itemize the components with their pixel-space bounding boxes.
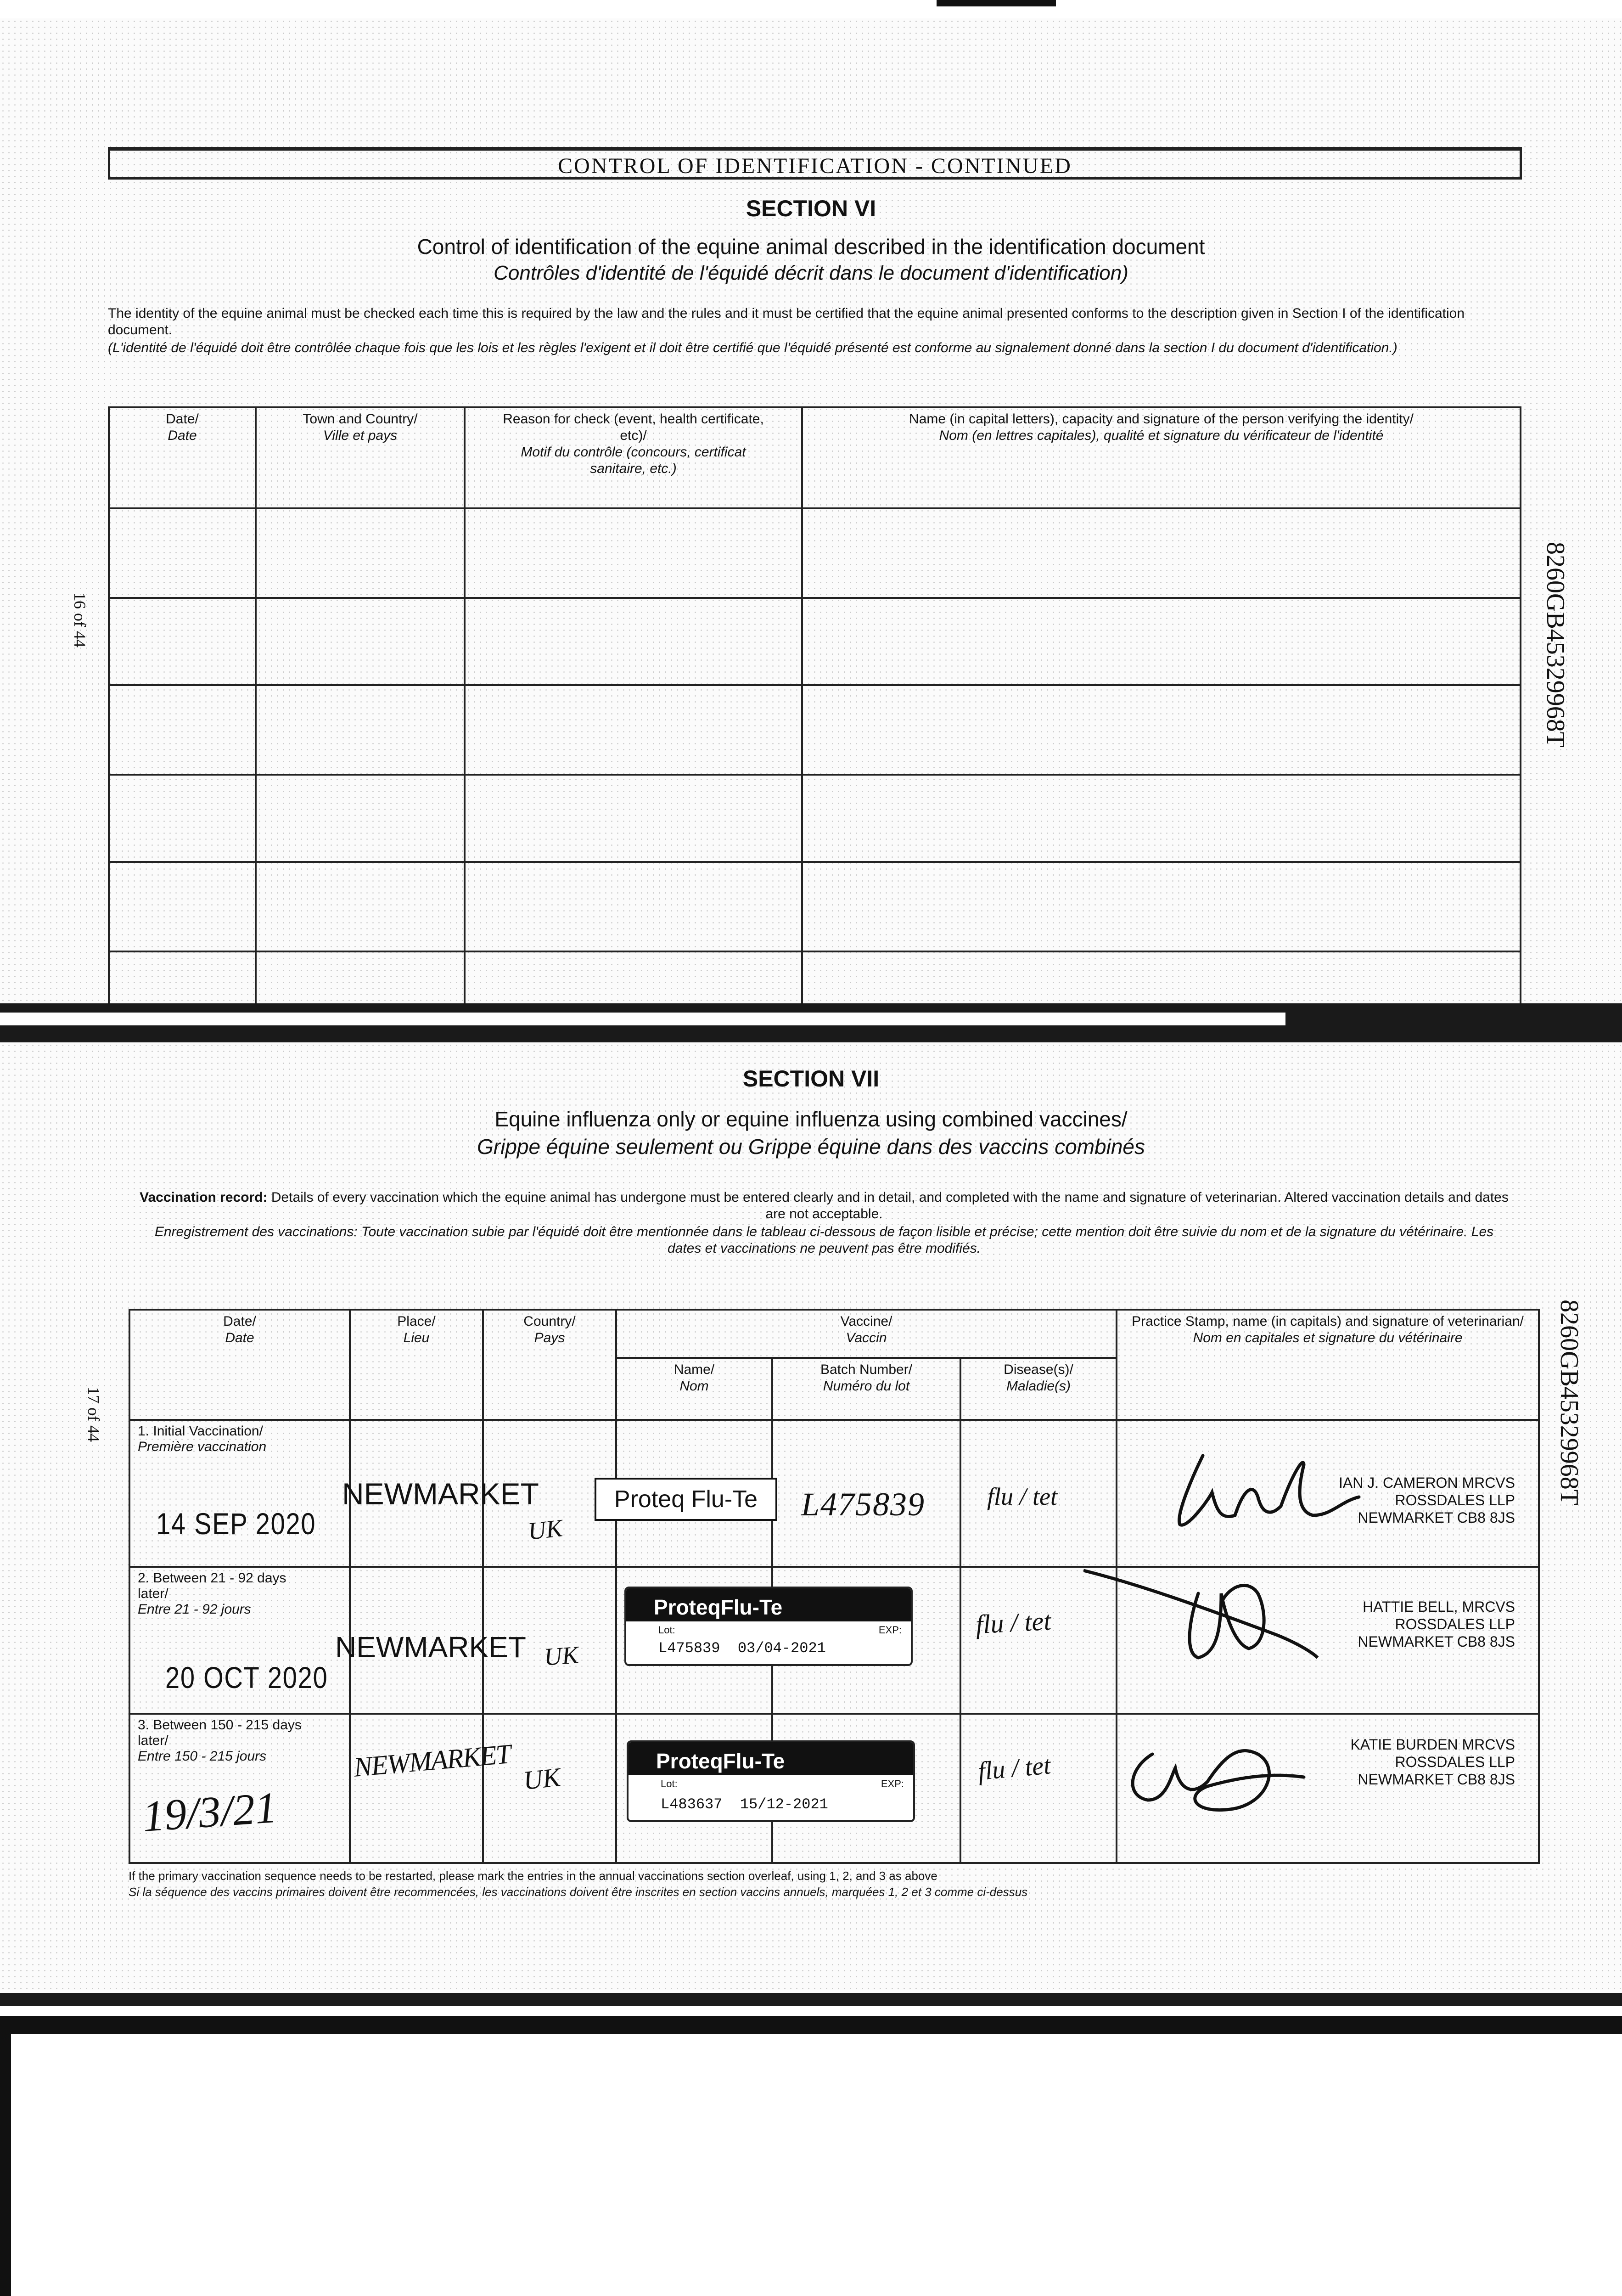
section-vii-heading-fr: Grippe équine seulement ou Grippe équine dans des vaccins combinés — [477, 1135, 1145, 1159]
row-3-vet-practice: ROSSDALES LLP — [1395, 1754, 1515, 1770]
row-1-vet-stamp — [1285, 1474, 1515, 1526]
row-2-vaccine-label — [624, 1587, 913, 1666]
row-3-label: 3. Between 150 - 215 days later/ Entre 150 - 215 jours — [138, 1717, 302, 1764]
section-vii-heading-en: Equine influenza only or equine influenza using combined vaccines/ — [494, 1107, 1128, 1131]
row-2-label-lot-prefix: Lot: — [658, 1624, 675, 1636]
table-row — [109, 862, 1521, 951]
scan-edge-left-strip — [0, 2034, 11, 2296]
table-row — [109, 951, 1521, 1007]
scan-gap-white — [0, 1013, 1285, 1025]
row-3-country: UK — [522, 1761, 562, 1796]
row-2-label: 2. Between 21 - 92 days later/ Entre 21 - 92 jours — [138, 1570, 286, 1617]
col-vaccine-header: Vaccine/ Vaccin — [616, 1310, 1117, 1358]
row-2-vet-address: NEWMARKET CB8 8JS — [1358, 1633, 1515, 1650]
row-2-place: NEWMARKET — [335, 1631, 526, 1664]
row-1-vet-name: IAN J. CAMERON MRCVS — [1338, 1474, 1515, 1491]
page-16 — [0, 18, 1622, 1006]
vaccination-record-fr — [138, 1224, 1510, 1257]
col-date-header: Date/ Date — [109, 407, 256, 508]
row-3-vaccine-label — [627, 1740, 915, 1822]
col-batch-header: Batch Number/ Numéro du lot — [772, 1358, 960, 1420]
col-stamp-header: Practice Stamp, name (in capitals) and signature of veterinarian/ Nom en capitales et signature du vétérinaire — [1117, 1310, 1539, 1420]
row-1-label: 1. Initial Vaccination/ Première vaccination — [138, 1424, 267, 1454]
col-name-header: Name/ Nom — [616, 1358, 772, 1420]
row-3-vet-name: KATIE BURDEN MRCVS — [1350, 1736, 1515, 1753]
vaccination-header-row-1 — [129, 1310, 1539, 1358]
col-place-header: Place/ Lieu — [350, 1310, 483, 1420]
page-17-number: 17 of 44 — [84, 1387, 103, 1442]
continued-header-text: CONTROL OF IDENTIFICATION - CONTINUED — [558, 154, 1072, 178]
row-3-label-brand: ProteqFlu-Te — [656, 1749, 785, 1773]
row-3-label-lot-prefix: Lot: — [661, 1778, 678, 1790]
identity-check-header-row — [109, 407, 1521, 508]
row-1-country: UK — [527, 1514, 564, 1545]
scan-mark-top — [937, 0, 1056, 6]
scan-edge-bottom-3 — [0, 2016, 1622, 2034]
row-2-vet-name: HATTIE BELL, MRCVS — [1363, 1598, 1515, 1615]
document-id-16: 8260GB45329968T — [1541, 542, 1570, 748]
section-vi-heading-en: Control of identification of the equine animal described in the identification document — [417, 235, 1205, 259]
row-2-country: UK — [543, 1641, 580, 1671]
vaccination-record-fr-text: Toute vaccination subie par l'équidé doit être mentionnée dans le tableau ci-dessous de façon lisible et précise; cette mention doit être suivie du nom et de la signature du vétérinaire. Les dates et vaccinations ne peuvent pas être modifiés. — [361, 1224, 1494, 1256]
row-1-place: NEWMARKET — [342, 1477, 539, 1511]
vaccination-record-fr-label: Enregistrement des vaccinations: — [154, 1224, 358, 1239]
row-2-date-stamp: 20 OCT 2020 — [165, 1660, 328, 1694]
row-3-place: NEWMARKET — [352, 1739, 512, 1783]
row-2-disease: flu / tet — [975, 1605, 1052, 1640]
row-2-label-exp-prefix: EXP: — [878, 1624, 902, 1636]
row-3-label-lot-line: L483637 15/12-2021 — [661, 1796, 828, 1813]
section-vi-heading-fr: Contrôles d'identité de l'équidé décrit dans le document d'identification) — [494, 262, 1128, 284]
identity-check-table — [108, 406, 1521, 1007]
vaccination-record-en-text: Details of every vaccination which the equine animal has undergone must be entered clearly and in detail, and completed with the name and signature of veterinarian. Altered vaccination details and dates are not acceptable. — [271, 1190, 1509, 1221]
page-16-number: 16 of 44 — [71, 592, 89, 647]
footnote-en: If the primary vaccination sequence needs to be restarted, please mark the entries in the annual vaccinations section overleaf, using 1, 2, and 3 as above — [129, 1869, 937, 1883]
row-1-vaccine-name: Proteq Flu-Te — [614, 1486, 758, 1513]
section-vi-intro-fr: (L'identité de l'équidé doit être contrôlée chaque fois que les lois et les règles l'exigent et il doit être certifié que l'équidé présenté est conforme au signalement donné dans la section I du document d'identification.) — [108, 340, 1398, 355]
col-country-header: Country/ Pays — [483, 1310, 616, 1420]
section-vii-title: SECTION VII — [742, 1066, 880, 1092]
col-town-header: Town and Country/ Ville et pays — [256, 407, 465, 508]
vaccination-record-en-label: Vaccination record: — [140, 1190, 268, 1205]
row-2-vet-practice: ROSSDALES LLP — [1395, 1616, 1515, 1632]
col-disease-header: Disease(s)/ Maladie(s) — [960, 1358, 1117, 1420]
row-2-label-lot-line: L475839 03/04-2021 — [658, 1640, 826, 1657]
row-3-vet-stamp — [1285, 1736, 1515, 1788]
col-date-header: Date/ Date — [129, 1310, 350, 1420]
table-row — [109, 598, 1521, 685]
row-1-disease: flu / tet — [987, 1483, 1057, 1510]
row-1-vaccine-stamp — [595, 1478, 777, 1521]
row-1-vet-address: NEWMARKET CB8 8JS — [1358, 1509, 1515, 1526]
page-17 — [0, 1042, 1622, 1993]
row-2-vet-stamp — [1285, 1598, 1515, 1650]
document-id-17: 8260GB45329968T — [1555, 1300, 1583, 1505]
row-3-disease: flu / tet — [977, 1751, 1052, 1786]
table-row — [109, 685, 1521, 775]
row-3-label-exp-prefix: EXP: — [881, 1778, 904, 1790]
section-vi-title: SECTION VI — [746, 196, 876, 221]
section-vi-intro-en: The identity of the equine animal must be checked each time this is required by the law and the rules and it must be certified that the equine animal presented conforms to the description given in Section I of the identification document. — [108, 306, 1465, 338]
scan-edge-bottom-2 — [0, 2006, 1622, 2016]
row-3-date: 19/3/21 — [140, 1782, 279, 1841]
row-2-label-brand: ProteqFlu-Te — [654, 1595, 783, 1619]
row-1-batch: L475839 — [801, 1486, 926, 1523]
col-verifier-header: Name (in capital letters), capacity and signature of the person verifying the identity/ Nom (en lettres capitales), qualité et signature du vérificateur de l'identité — [802, 407, 1521, 508]
vaccination-record-en — [138, 1189, 1510, 1222]
scan-edge-bottom-1 — [0, 1993, 1622, 2006]
scan-edge-top — [0, 0, 1622, 18]
col-reason-header: Reason for check (event, health certificate, etc)/ Motif du contrôle (concours, certificat sanitaire, etc.) — [465, 407, 802, 508]
row-1-date-stamp: 14 SEP 2020 — [156, 1507, 316, 1541]
table-row — [109, 508, 1521, 598]
table-row — [109, 775, 1521, 862]
row-1-vet-practice: ROSSDALES LLP — [1395, 1492, 1515, 1508]
row-3-vet-address: NEWMARKET CB8 8JS — [1358, 1771, 1515, 1788]
footnote-fr: Si la séquence des vaccins primaires doivent être recommencées, les vaccinations doivent être inscrites en section vaccins annuels, marquées 1, 2 et 3 comme ci-dessus — [129, 1885, 1028, 1899]
continued-header — [108, 147, 1522, 180]
